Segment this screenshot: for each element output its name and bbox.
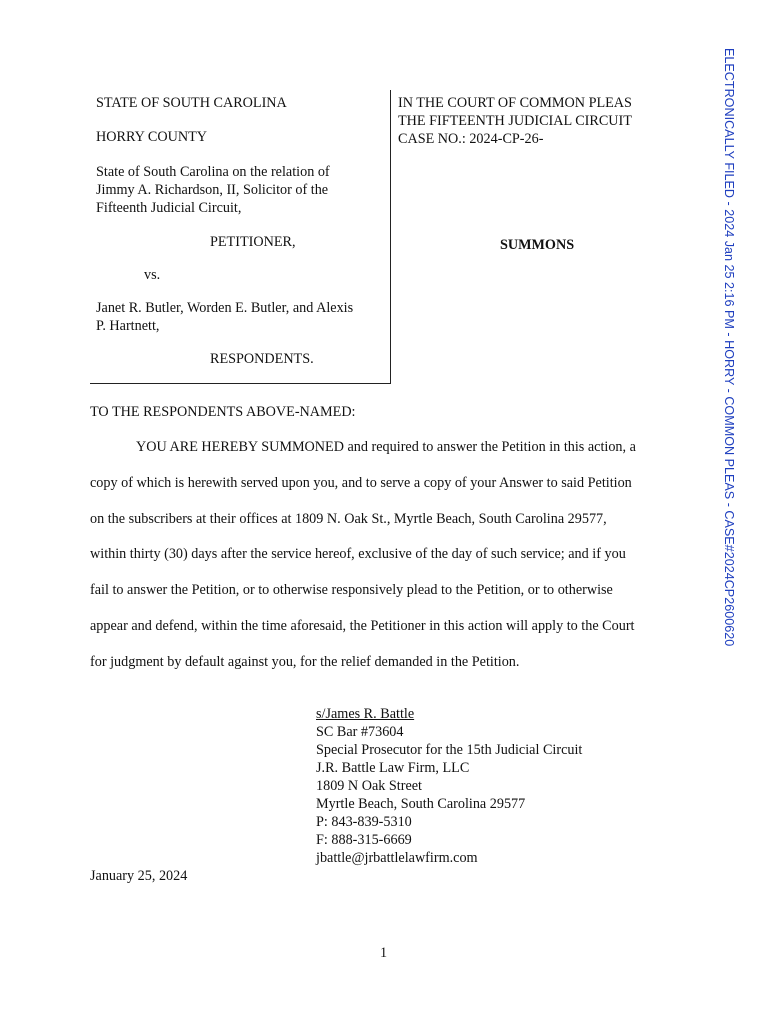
case-number: CASE NO.: 2024-CP-26- [398,131,544,147]
salutation: TO THE RESPONDENTS ABOVE-NAMED: [90,404,356,420]
body-line-5: fail to answer the Petition, or to otherwise responsively plead to the Petition, or to otherwise [90,582,613,598]
signature-bar-number: SC Bar #73604 [316,724,404,740]
page-number: 1 [380,945,388,961]
signature-title: Special Prosecutor for the 15th Judicial Circuit [316,742,583,758]
state-heading: STATE OF SOUTH CAROLINA [96,95,287,111]
signature-street: 1809 N Oak Street [316,778,422,794]
petitioner-line-3: Fifteenth Judicial Circuit, [96,200,242,216]
petitioner-label: PETITIONER, [210,234,296,250]
document-title: SUMMONS [500,237,575,253]
court-line-2: THE FIFTEENTH JUDICIAL CIRCUIT [398,113,632,129]
county-heading: HORRY COUNTY [96,129,208,145]
petitioner-line-2: Jimmy A. Richardson, II, Solicitor of the [96,182,329,198]
signature-firm: J.R. Battle Law Firm, LLC [316,760,470,776]
body-line-3: on the subscribers at their offices at 1809 N. Oak St., Myrtle Beach, South Carolina 29577, [90,511,607,527]
signature-city: Myrtle Beach, South Carolina 29577 [316,796,526,812]
signature-email: jbattle@jrbattlelawfirm.com [316,850,478,866]
body-line-4: within thirty (30) days after the service hereof, exclusive of the day of such service; and if you [90,546,626,562]
petitioner-line-1: State of South Carolina on the relation of [96,164,330,180]
signature-phone: P: 843-839-5310 [316,814,412,830]
versus-label: vs. [144,267,161,283]
respondent-line-2: P. Hartnett, [96,318,160,334]
court-line-1: IN THE COURT OF COMMON PLEAS [398,95,632,111]
body-line-1: YOU ARE HEREBY SUMMONED and required to answer the Petition in this action, a [136,439,636,455]
body-line-6: appear and defend, within the time aforesaid, the Petitioner in this action will apply to the Court [90,618,635,634]
signature-fax: F: 888-315-6669 [316,832,412,848]
respondent-line-1: Janet R. Butler, Worden E. Butler, and Alexis [96,300,354,316]
electronic-filing-stamp: ELECTRONICALLY FILED - 2024 Jan 25 2:16 PM - HORRY - COMMON PLEAS - CASE#2024CP2600620 [722,48,736,647]
signature-name: s/James R. Battle [316,706,415,722]
document-date: January 25, 2024 [90,868,188,884]
body-line-7: for judgment by default against you, for the relief demanded in the Petition. [90,654,520,670]
respondent-label: RESPONDENTS. [210,351,314,367]
body-line-2: copy of which is herewith served upon you, and to serve a copy of your Answer to said Petition [90,475,632,491]
